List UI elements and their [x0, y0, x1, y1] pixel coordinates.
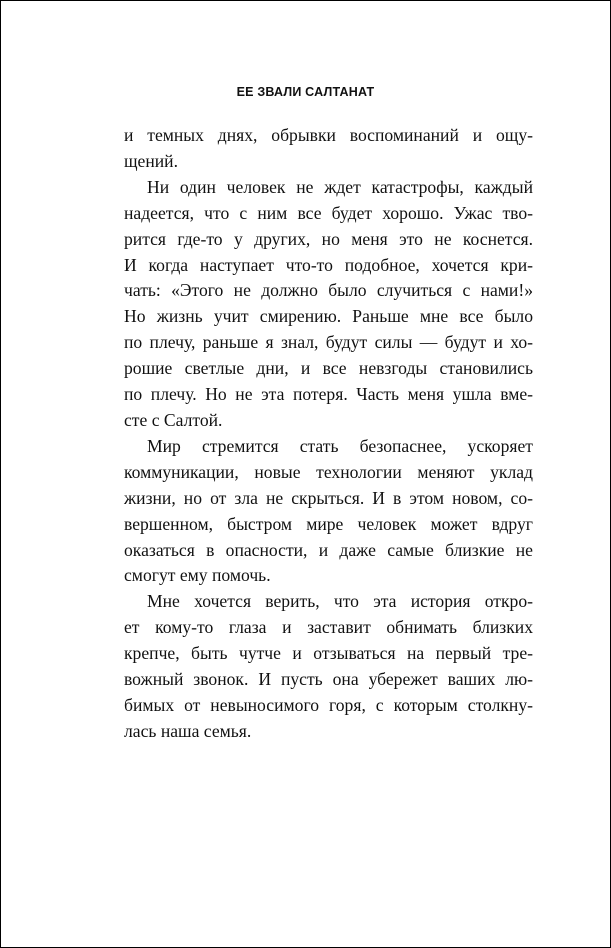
paragraph [124, 123, 533, 175]
text-line: Ни один человек не ждет катастрофы, каждый [147, 176, 533, 197]
text-line: надеется, что с ним все будет хорошо. Ужас тво- [124, 202, 533, 223]
text-line: крепче, быть чутче и отзываться на первый тре- [124, 643, 533, 664]
text-line: Мне хочется верить, что эта история откро- [147, 591, 533, 612]
text-line: Мир стремится стать безопаснее, ускоряет [147, 435, 533, 456]
text-line: Но жизнь учит смирению. Раньше мне все было [124, 306, 533, 327]
text-line: бимых от невыносимого горя, с которым столкну- [124, 694, 533, 715]
body-text [124, 123, 533, 745]
text-line: смогут ему помочь. [124, 565, 271, 586]
text-line: по плечу, раньше я знал, будут силы — будут и хо- [124, 332, 533, 353]
text-line: сте с Салтой. [124, 409, 223, 430]
text-line: вожный звонок. И пусть она убережет ваших лю- [124, 669, 533, 690]
text-line: коммуникации, новые технологии меняют уклад [124, 461, 533, 482]
running-head: ЕЕ ЗВАЛИ САЛТАНАТ [236, 85, 375, 99]
text-line: жизни, но от зла не скрыться. И в этом новом, со- [124, 487, 533, 508]
text-line: по плечу. Но не эта потеря. Часть меня ушла вме- [124, 384, 533, 405]
text-line: оказаться в опасности, и даже самые близкие не [124, 539, 533, 560]
text-line: и темных днях, обрывки воспоминаний и ощу- [124, 125, 533, 145]
paragraph [124, 175, 533, 434]
text-line: щений. [124, 150, 179, 171]
text-line: рится где-то у других, но меня это не коснется. [124, 228, 533, 249]
text-line: лась наша семья. [124, 720, 252, 741]
paragraph [124, 434, 533, 589]
text-line: вершенном, быстром мире человек может вдруг [124, 513, 533, 534]
text-line: И когда наступает что-то подобное, хочется кри- [124, 254, 533, 275]
text-line: чать: «Этого не должно было случиться с нами!» [124, 280, 533, 301]
text-line: ет кому-то глаза и заставит обнимать близких [124, 617, 533, 638]
text-line: рошие светлые дни, и все невзгоды становились [124, 358, 533, 379]
paragraph [124, 589, 533, 744]
